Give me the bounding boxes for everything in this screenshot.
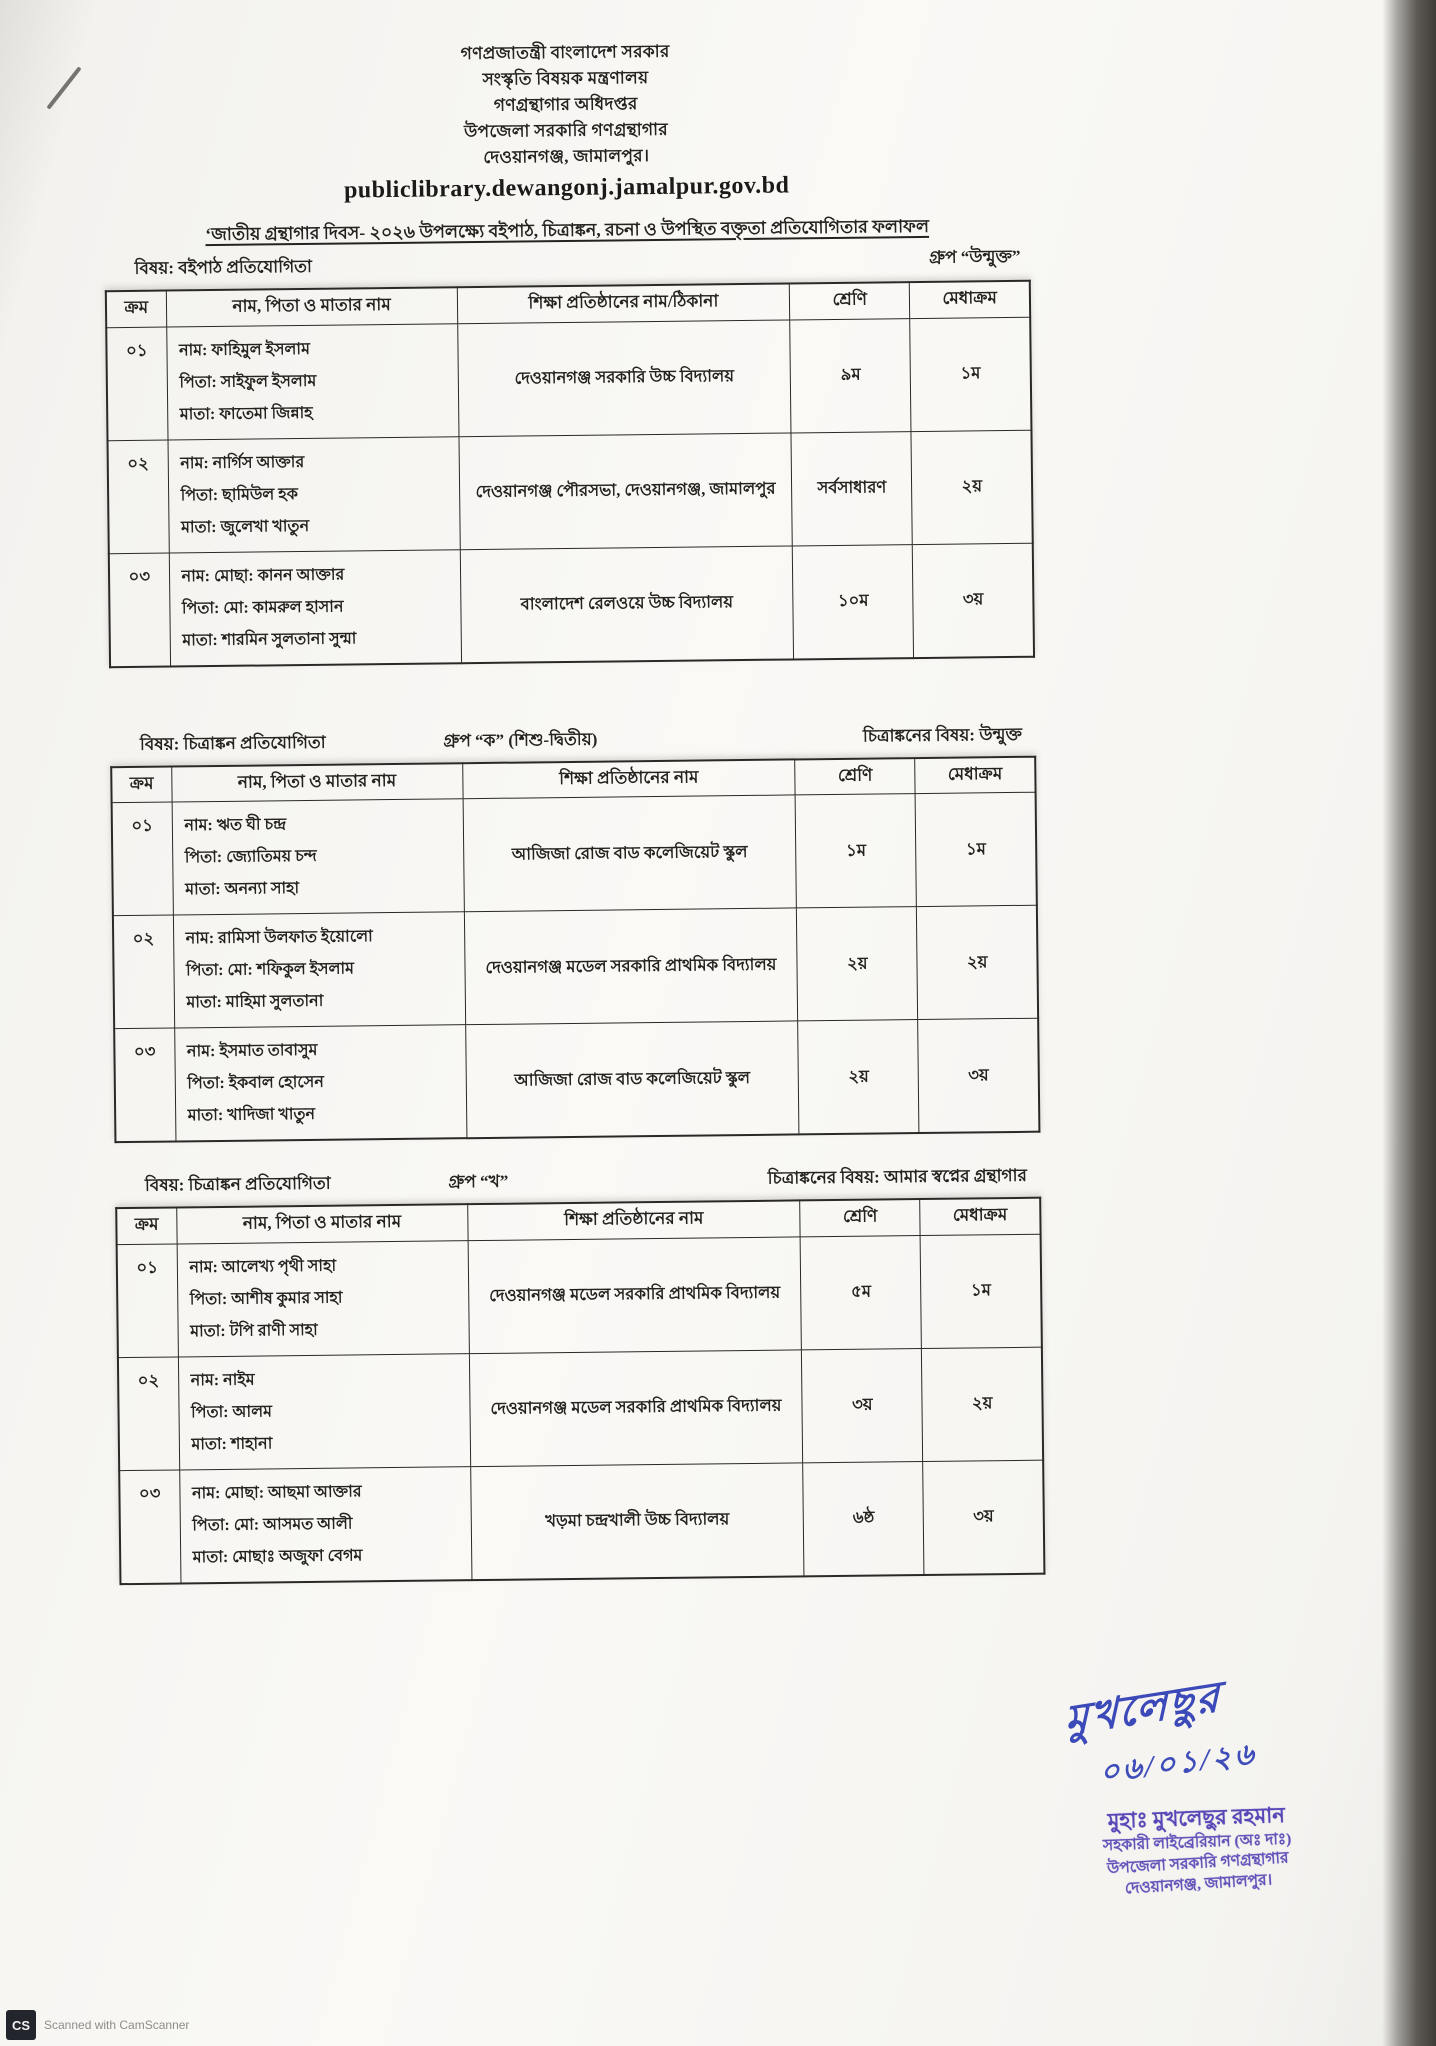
header-line-location: দেওয়ানগঞ্জ, জামালপুর।: [483, 146, 650, 167]
institution-cell: দেওয়ানগঞ্জ মডেল সরকারি প্রাথমিক বিদ্যালয়: [468, 1236, 802, 1353]
table-row: [114, 1018, 1039, 1142]
results-table-book-reading: [105, 280, 1035, 668]
column-header-institution: শিক্ষা প্রতিষ্ঠানের নাম/ঠিকানা: [457, 283, 790, 323]
father-name: পিতা: মো: আসমত আলী: [192, 1515, 353, 1534]
names-cell: [166, 323, 458, 439]
column-header-merit: মেধাক্রম: [910, 281, 1031, 318]
section3-topic: চিত্রাঙ্কনের বিষয়: আমার স্বপ্নের গ্রন্থাগার: [767, 1165, 1028, 1188]
serial-cell: ০১: [117, 1243, 178, 1357]
stamp-officer-name: মুহাঃ মুখলেছুর রহমান: [1107, 1802, 1286, 1834]
names-cell: [169, 549, 461, 666]
column-header-class: শ্রেণি: [790, 282, 911, 319]
merit-cell: ১ম: [910, 317, 1031, 431]
column-header-names: নাম, পিতা ও মাতার নাম: [166, 287, 457, 326]
father-name: পিতা: আলম: [190, 1402, 273, 1421]
document-content: [102, 35, 1045, 1585]
scan-edge-shadow: [1382, 0, 1436, 2046]
class-cell: ৫ম: [800, 1235, 921, 1349]
results-table-drawing-group-b: [115, 1197, 1045, 1585]
column-header-serial: ক্রম: [116, 1207, 176, 1244]
class-cell: ৬ষ্ঠ: [803, 1461, 924, 1576]
mother-name: মাতা: অনন্যা সাহা: [185, 880, 300, 899]
section3-subject: বিষয়: চিত্রাঙ্কন প্রতিযোগিতা: [144, 1173, 331, 1195]
table-row: [118, 1347, 1043, 1470]
student-name: নাম: ফাহিমুল ইসলাম: [178, 340, 311, 359]
names-cell: [178, 1353, 470, 1469]
student-name: নাম: ইসমাত তাবাসুম: [186, 1041, 318, 1061]
names-cell: [172, 799, 464, 915]
student-name: নাম: নাইম: [190, 1371, 255, 1389]
camscanner-icon: CS: [6, 2010, 36, 2040]
names-cell: [179, 1466, 471, 1583]
mother-name: মাতা: শারমিন সুলতানা সুন্মা: [182, 629, 357, 649]
serial-cell: ০১: [106, 327, 167, 441]
student-name: নাম: মোছা: কানন আক্তার: [181, 566, 345, 585]
section2-subject: বিষয়: চিত্রাঙ্কন প্রতিযোগিতা: [139, 732, 326, 754]
serial-cell: ০২: [113, 915, 174, 1029]
section1-caption-row: [104, 246, 1030, 285]
merit-cell: ২য়: [922, 1347, 1043, 1461]
header-line-directorate: গণগ্রন্থাগার অধিদপ্তর: [493, 94, 638, 115]
merit-cell: ২য়: [917, 905, 1038, 1019]
serial-cell: ০৩: [119, 1469, 180, 1583]
column-header-institution: শিক্ষা প্রতিষ্ঠানের নাম: [462, 759, 795, 799]
names-cell: [177, 1240, 469, 1356]
father-name: পিতা: আশীষ কুমার সাহা: [189, 1289, 343, 1308]
column-header-class: শ্রেণি: [800, 1199, 921, 1236]
institution-cell: দেওয়ানগঞ্জ মডেল সরকারি প্রাথমিক বিদ্যালয়: [464, 908, 798, 1025]
column-header-serial: ক্রম: [106, 291, 166, 328]
institution-cell: দেওয়ানগঞ্জ পৌরসভা, দেওয়ানগঞ্জ, জামালপুর: [459, 432, 793, 549]
section1-subject: বিষয়: বইপাঠ প্রতিযোগিতা: [134, 256, 312, 278]
class-cell: সর্বসাধারণ: [791, 431, 912, 545]
signature-block: [1026, 1662, 1364, 1900]
mother-name: মাতা: টপি রাণী সাহা: [190, 1321, 318, 1340]
institution-cell: খড়মা চন্দ্রখালী উচ্চ বিদ্যালয়: [470, 1462, 804, 1579]
serial-cell: ০২: [118, 1356, 179, 1470]
mother-name: মাতা: খাদিজা খাতুন: [187, 1105, 316, 1125]
pen-mark: [46, 66, 81, 109]
class-cell: ২য়: [798, 1020, 919, 1135]
merit-cell: ৩য়: [918, 1018, 1039, 1133]
section2-topic: চিত্রাঙ্কনের বিষয়: উন্মুক্ত: [862, 724, 1023, 746]
merit-cell: ১ম: [915, 792, 1036, 906]
merit-cell: ১ম: [920, 1234, 1041, 1348]
camscanner-text: Scanned with CamScanner: [44, 2018, 190, 2032]
class-cell: ৩য়: [802, 1348, 923, 1462]
names-cell: [174, 1025, 466, 1142]
student-name: নাম: নার্গিস আক্তার: [180, 453, 305, 472]
table-row: [109, 543, 1034, 667]
table-row: [119, 1460, 1044, 1584]
student-name: নাম: আলেখ্য পৃথী সাহা: [189, 1257, 337, 1276]
column-header-merit: মেধাক্রম: [915, 756, 1036, 793]
table-row: [108, 430, 1033, 553]
column-header-names: নাম, পিতা ও মাতার নাম: [176, 1204, 467, 1243]
student-name: নাম: রামিসা উলফাত ইয়োলো: [185, 928, 373, 948]
mother-name: মাতা: ফাতেমা জিন্নাহ: [179, 404, 313, 423]
merit-cell: ৩য়: [923, 1460, 1044, 1575]
camscanner-watermark: [6, 2010, 189, 2040]
class-cell: ২য়: [797, 907, 918, 1021]
results-table-drawing-group-a: [110, 755, 1040, 1143]
mother-name: মাতা: জুলেখা খাতুন: [180, 517, 310, 536]
section2-group-label: গ্রুপ “ক” (শিশু-দ্বিতীয়): [443, 729, 598, 750]
section3-group-label: গ্রুপ “খ”: [448, 1171, 509, 1192]
serial-cell: ০৩: [109, 553, 170, 667]
father-name: পিতা: ইকবাল হোসেন: [187, 1073, 324, 1093]
official-stamp: [1031, 1798, 1364, 1900]
column-header-names: নাম, পিতা ও মাতার নাম: [171, 763, 462, 802]
header-line-government: গণপ্রজাতন্ত্রী বাংলাদেশ সরকার: [460, 41, 670, 64]
father-name: পিতা: মো: কামরুল হাসান: [181, 598, 344, 617]
institution-cell: বাংলাদেশ রেলওয়ে উচ্চ বিদ্যালয়: [460, 545, 794, 662]
handwritten-signature: মুখলেছুর: [1064, 1674, 1221, 1746]
class-cell: ৯ম: [790, 318, 911, 432]
institution-cell: দেওয়ানগঞ্জ সরকারি উচ্চ বিদ্যালয়: [457, 319, 791, 436]
class-cell: ১০ম: [792, 544, 913, 659]
column-header-institution: শিক্ষা প্রতিষ্ঠানের নাম: [467, 1200, 800, 1240]
column-header-serial: ক্রম: [111, 766, 171, 803]
notice-title: ‘জাতীয় গ্রন্থাগার দিবস- ২০২৬ উপলক্ষ্যে বইপাঠ, চিত্রাঙ্কন, রচনা ও উপস্থিত বক্তৃতা প্রতিযোগিতার ফলাফল: [205, 215, 930, 245]
table-row: [112, 792, 1037, 915]
class-cell: ১ম: [795, 794, 916, 908]
section1-group-label: গ্রুপ “উন্মুক্ত”: [928, 246, 1021, 267]
student-name: নাম: মোছা: আছমা আক্তার: [191, 1482, 362, 1502]
website-url: publiclibrary.dewangonj.jamalpur.gov.bd: [343, 172, 790, 204]
header-line-ministry: সংস্কৃতি বিষয়ক মন্ত্রণালয়: [482, 68, 649, 89]
father-name: পিতা: জ্যোতিময় চন্দ: [184, 847, 317, 867]
mother-name: মাতা: শাহানা: [191, 1434, 273, 1453]
institution-cell: আজিজা রোজ বাড কলেজিয়েট স্কুল: [463, 795, 797, 912]
merit-cell: ৩য়: [913, 543, 1034, 658]
table-row: [117, 1234, 1042, 1357]
serial-cell: ০৩: [114, 1028, 175, 1142]
document-header: [102, 35, 1030, 209]
father-name: পিতা: ছামিউল হক: [180, 485, 298, 504]
column-header-merit: মেধাক্রম: [920, 1198, 1041, 1235]
names-cell: [168, 436, 460, 552]
institution-cell: দেওয়ানগঞ্জ মডেল সরকারি প্রাথমিক বিদ্যালয়: [469, 1349, 803, 1466]
stamp-designation: সহকারী লাইব্রেরিয়ান (অঃ দাঃ): [1102, 1830, 1292, 1855]
father-name: পিতা: মো: শফিকুল ইসলাম: [185, 960, 355, 980]
column-header-class: শ্রেণি: [795, 758, 916, 795]
header-line-library: উপজেলা সরকারি গণগ্রন্থাগার: [463, 119, 669, 142]
serial-cell: ০১: [112, 802, 173, 916]
student-name: নাম: ঋত ঘী চন্দ্র: [184, 816, 287, 835]
serial-cell: ০২: [108, 440, 169, 554]
father-name: পিতা: সাইফুল ইসলাম: [179, 372, 317, 391]
institution-cell: আজিজা রোজ বাড কলেজিয়েট স্কুল: [465, 1021, 799, 1138]
mother-name: মাতা: মাহিমা সুলতানা: [186, 992, 324, 1012]
stamp-location: দেওয়ানগঞ্জ, জামালপুর।: [1124, 1871, 1273, 1898]
stamp-office: উপজেলা সরকারি গণগ্রন্থাগার: [1106, 1849, 1289, 1878]
merit-cell: ২য়: [911, 430, 1032, 544]
mother-name: মাতা: মোছাঃ অজুফা বেগম: [192, 1546, 363, 1566]
handwritten-date: ০৬/০১/২৬: [1099, 1737, 1257, 1790]
table-row: [106, 317, 1031, 440]
table-row: [113, 905, 1038, 1028]
names-cell: [173, 912, 465, 1028]
